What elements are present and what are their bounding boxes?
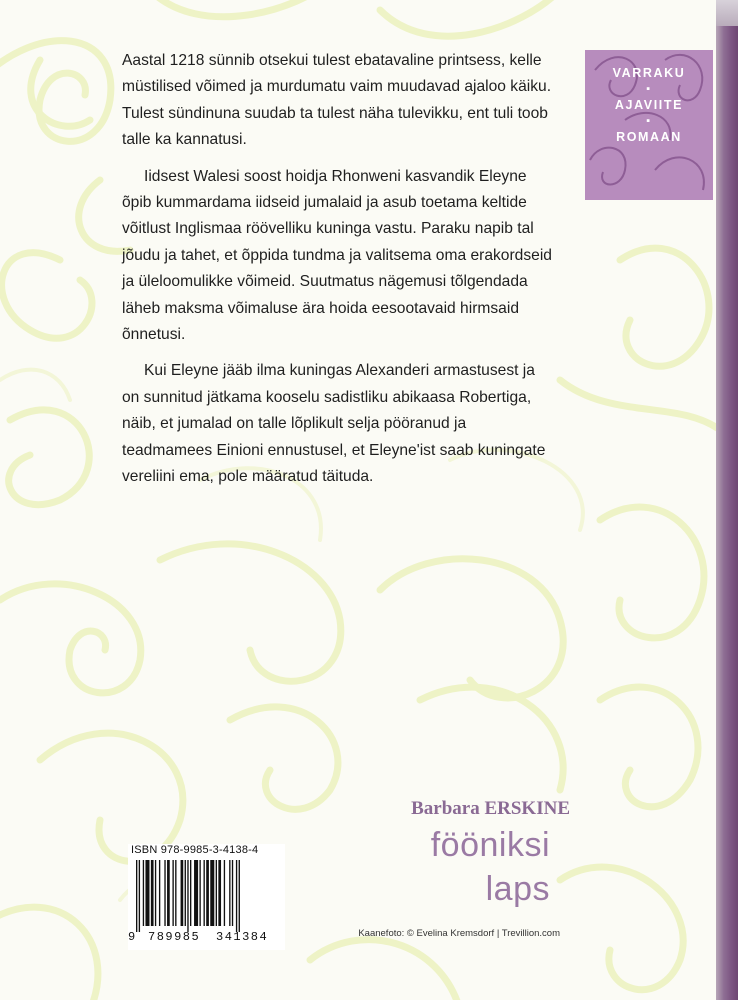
series-word-2: AJAVIITE [614,98,684,112]
barcode-bar [159,860,160,926]
barcode-bar [155,860,156,926]
barcode-bar [175,860,176,926]
barcode-bar [216,860,217,926]
barcode-digits-left: 789985 [148,930,201,944]
barcode-bar [172,860,173,926]
barcode-bar [199,860,200,926]
barcode-bar [181,860,184,926]
series-separator-1: ▪ [646,83,652,95]
barcode-bar [194,860,198,926]
isbn-label: ISBN 978-9985-3-4138-4 [131,844,259,856]
barcode-bar [218,860,221,926]
barcode-bar [236,860,237,932]
book-spine [716,0,738,1000]
barcode-bar [185,860,186,926]
blurb-paragraph-2: Iidsest Walesi soost hoidja Rhonweni kasvandik Eleyne õpib kummardama iidseid jumalaid ja asub toetama keltide võitlust Inglismaa röövelliku kuninga vastu. Paraku napib tal jõudu ja tahet, et õppida tundma ja valitsema oma erakordseid ja üleloomulikke võimeid. Suutmatus nägemusi tõlgendada läheb maksma võimaluse ära hoida eesootavaid hirmsaid õnnetusi. [122,167,552,344]
blurb-text [122,48,554,501]
book-title-line-2: laps [485,870,550,908]
barcode-bar [206,860,209,926]
photo-credit: Kaanefoto: © Evelina Kremsdorf | Trevillion.com [358,928,560,939]
barcode-bar [139,860,140,932]
barcode-bar [204,860,205,926]
barcode-bar [224,860,225,926]
book-spine-top [716,0,738,26]
barcode-bar [136,860,137,932]
series-badge-text [585,66,713,144]
book-title-line-1: fööniksi [430,826,550,864]
barcode-bar [164,860,165,926]
barcode-digit-first: 9 [128,930,136,944]
barcode-bar [167,860,170,926]
series-word-3: ROMAAN [616,130,682,144]
series-separator-2: ▪ [646,115,652,127]
barcode-bar [232,860,233,926]
barcode-bar [143,860,144,926]
author-name: Barbara ERSKINE [411,798,570,819]
barcode-bar [239,860,240,932]
barcode-bars [134,860,279,932]
blurb-paragraph-1: Aastal 1218 sünnib otsekui tulest ebatavaline printsess, kelle müstilised võimed ja murdumatu vaim muudavad ajaloo käiku. Tulest sündinuna suudab ta tulest näha tulevikku, ent tuli toob talle ka kannatusi. [122,52,552,149]
barcode-digits-right: 341384 [216,930,269,944]
blurb-paragraph-3: Kui Eleyne jääb ilma kuningas Alexanderi armastusest ja on sunnitud jätkama kooselu sadistliku abikaasa Robertiga, näib, et jumalad on talle lõplikult selja pööranud ja teadmamees Einioni ennustusel, et Eleyne'ist saab kuningate vereliini ema, pole määratud täituda. [122,362,546,486]
barcode-bar [190,860,191,926]
series-word-1: VARRAKU [612,66,686,80]
barcode-bar [145,860,149,926]
barcode-bar [210,860,214,926]
barcode-bar [151,860,154,926]
series-badge [585,50,713,200]
barcode-bar [187,860,188,932]
barcode-block [128,844,285,950]
barcode-bar [229,860,230,926]
